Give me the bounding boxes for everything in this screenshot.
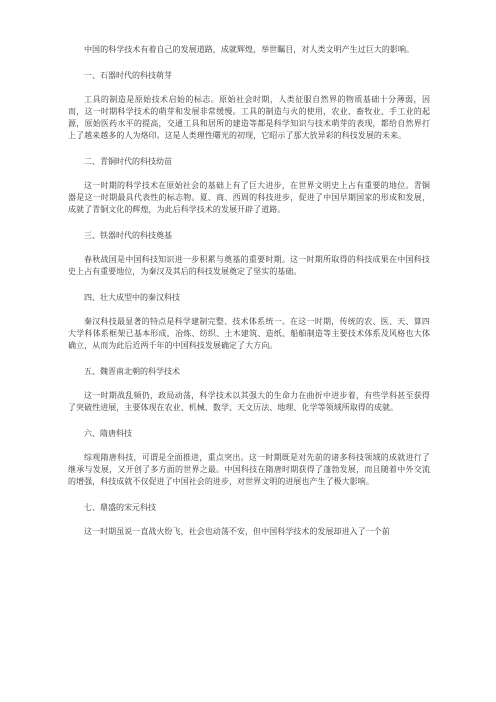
section-heading-2: 二、青铜时代的科技幼苗	[84, 157, 172, 166]
section-heading-1: 一、石器时代的科技萌芽	[84, 71, 172, 80]
section-heading-4: 四、壮大成型中的秦汉科技	[84, 293, 180, 302]
section-heading-6: 六、隋唐科技	[84, 429, 132, 438]
section-body-6: 综观隋唐科技，可谓是全面推进，重点突出。这一时期既是对先前的诸多科技领域的成就进行了继承与发展，又开创了多方面的世界之最。中国科技在隋唐时期获得了蓬勃发展，而且随着中外交流的增强，科技成就不仅促进了中国社会的进步，对世界文明的进展也产生了极大影响。	[68, 453, 430, 486]
document-page	[68, 44, 430, 538]
section-body-1: 工具的制造是原始技术启始的标志。原始社会时期，人类征服自然界的物质基础十分薄弱，因而，这一时期科学技术的萌芽和发展非常缓慢。工具的制造与火的使用，农业、畜牧业、手工业的起源，原始医药水平的提高，交通工具和居所的建造等都是科学知识与技术萌芽的表现，都给自然界打上了越来越多的人为烙印。这是人类理性曙光的初现，它昭示了那大放异彩的科技发展的未来。	[68, 95, 430, 140]
section-body-4: 秦汉科技最显著的特点是科学建制完整、技术体系统一。在这一时期，传统的农、医、天、算四大学科体系框架已基本形成，冶炼、纺织、土木建筑、造纸、船舶制造等主要技术体系及风格也大体确立，从而为此后近两千年的中国科技发展确定了大方向。	[68, 317, 430, 350]
section-heading-5: 五、魏晋南北朝的科学技术	[84, 367, 180, 376]
section-body-7: 这一时期虽说一直战火纷飞，社会也动荡不安，但中国科学技术的发展却进入了一个前	[84, 527, 390, 536]
section-heading-7: 七、鼎盛的宋元科技	[84, 503, 156, 512]
section-body-2: 这一时期的科学技术在原始社会的基础上有了巨大进步，在世界文明史上占有重要的地位。青铜器是这一时期最具代表性的标志物。夏、商、西周的科技进步，促进了中国早期国家的形成和发展，成就了青铜文化的辉煌，为此后科学技术的发展开辟了道路。	[68, 181, 430, 214]
section-body-5: 这一时期战乱频仍，政局动荡，科学技术以其强大的生命力在曲折中进步着，有些学科甚至获得了突破性进展，主要体现在农业、机械、数学、天文历法、地理、化学等领域所取得的成就。	[68, 391, 430, 412]
section-heading-3: 三、铁器时代的科技奠基	[84, 231, 172, 240]
intro-paragraph: 中国的科学技术有着自己的发展道路，成就辉煌，举世瞩目，对人类文明产生过巨大的影响。	[84, 45, 415, 54]
section-body-3: 春秋战国是中国科技知识进一步积累与奠基的重要时期。这一时期所取得的科技成果在中国科技史上占有重要地位，为秦汉及其后的科技发展奠定了坚实的基础。	[68, 255, 430, 276]
